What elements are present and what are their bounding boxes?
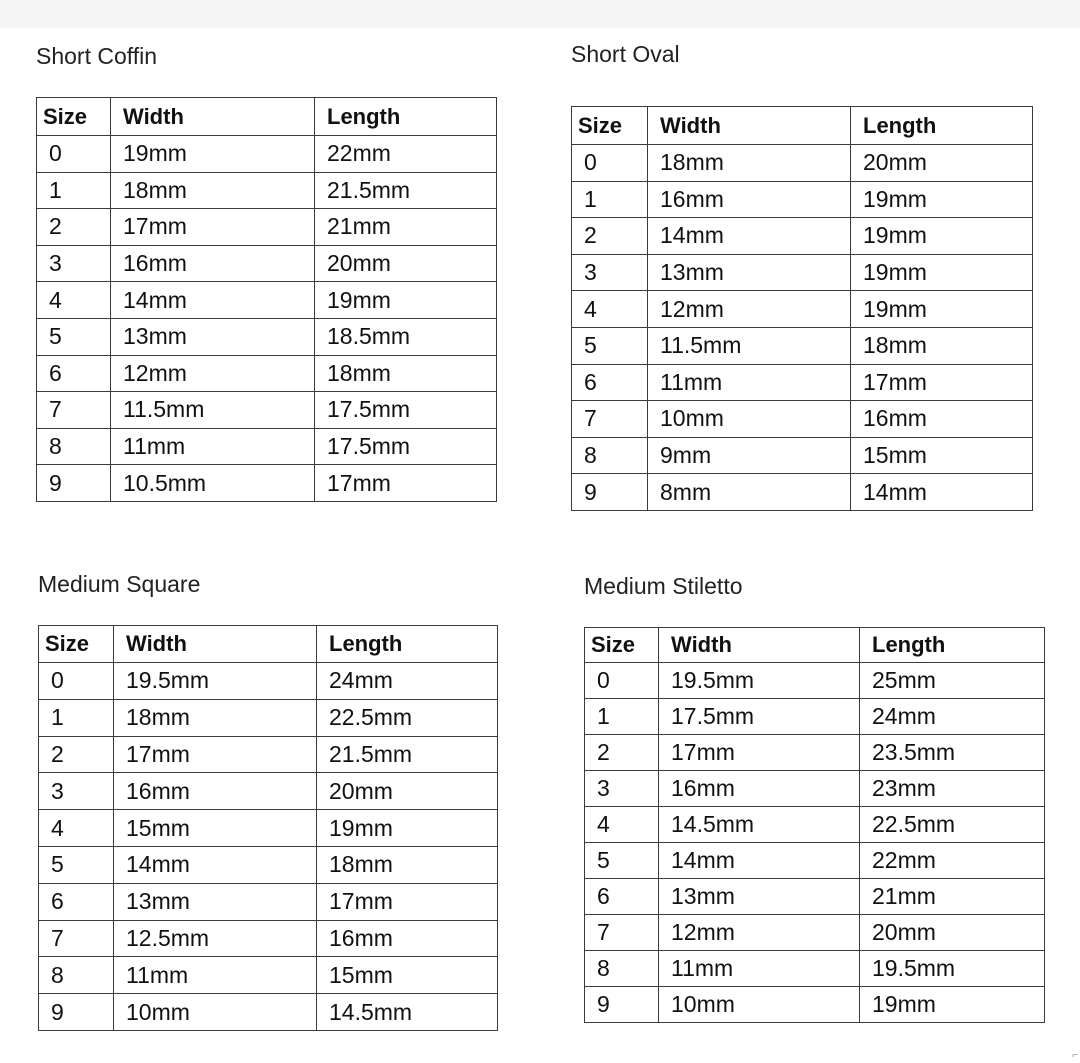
cell-width: 17.5mm [659, 699, 860, 735]
cell-length: 23mm [860, 771, 1045, 807]
cell-size: 5 [39, 846, 114, 883]
cell-length: 24mm [860, 699, 1045, 735]
cell-length: 17.5mm [315, 428, 497, 465]
cell-size: 3 [585, 771, 659, 807]
cell-size: 0 [572, 145, 648, 182]
cell-length: 18mm [315, 355, 497, 392]
cell-length: 23.5mm [860, 735, 1045, 771]
cell-width: 19.5mm [659, 663, 860, 699]
cell-width: 16mm [114, 773, 317, 810]
table-row [585, 735, 1045, 771]
table-row [572, 145, 1033, 182]
cell-size: 1 [572, 181, 648, 218]
corner-mark: ⌐ [1072, 1050, 1078, 1061]
cell-width: 9mm [648, 437, 851, 474]
table-row [39, 957, 498, 994]
table-row [37, 282, 497, 319]
cell-length: 18.5mm [315, 318, 497, 355]
header-row [39, 626, 498, 663]
cell-size: 7 [585, 915, 659, 951]
cell-size: 2 [572, 218, 648, 255]
cell-length: 22.5mm [317, 699, 498, 736]
cell-length: 14.5mm [317, 994, 498, 1031]
cell-length: 16mm [851, 401, 1033, 438]
cell-size: 8 [585, 951, 659, 987]
cell-width: 18mm [114, 699, 317, 736]
cell-size: 3 [572, 254, 648, 291]
cell-size: 5 [585, 843, 659, 879]
header-size: Size [585, 628, 659, 663]
cell-width: 14mm [659, 843, 860, 879]
table-row [572, 437, 1033, 474]
cell-size: 5 [37, 318, 111, 355]
cell-length: 15mm [317, 957, 498, 994]
cell-width: 16mm [648, 181, 851, 218]
medium-square-title: Medium Square [38, 571, 201, 597]
cell-width: 14mm [111, 282, 315, 319]
table-row [39, 699, 498, 736]
cell-length: 15mm [851, 437, 1033, 474]
cell-length: 21mm [315, 209, 497, 246]
cell-width: 16mm [659, 771, 860, 807]
table-row [585, 951, 1045, 987]
table-row [585, 807, 1045, 843]
cell-length: 19mm [317, 810, 498, 847]
cell-length: 20mm [315, 245, 497, 282]
cell-length: 20mm [851, 145, 1033, 182]
medium-square-table [38, 625, 498, 1031]
cell-size: 1 [37, 172, 111, 209]
header-row [585, 628, 1045, 663]
cell-width: 10mm [659, 987, 860, 1023]
cell-size: 4 [37, 282, 111, 319]
table-row [37, 465, 497, 502]
table-row [37, 172, 497, 209]
cell-width: 15mm [114, 810, 317, 847]
cell-size: 2 [585, 735, 659, 771]
cell-width: 14mm [114, 846, 317, 883]
table-row [39, 920, 498, 957]
table-row [39, 773, 498, 810]
table-row [585, 771, 1045, 807]
table-row [572, 364, 1033, 401]
cell-length: 17mm [317, 883, 498, 920]
short-coffin-table [36, 97, 497, 502]
header-length: Length [317, 626, 498, 663]
cell-width: 13mm [659, 879, 860, 915]
cell-length: 19.5mm [860, 951, 1045, 987]
cell-length: 22mm [315, 136, 497, 173]
table-row [39, 846, 498, 883]
table-row [37, 209, 497, 246]
cell-size: 5 [572, 327, 648, 364]
cell-length: 21.5mm [317, 736, 498, 773]
header-row [37, 98, 497, 136]
cell-size: 1 [39, 699, 114, 736]
cell-size: 7 [37, 392, 111, 429]
cell-size: 4 [585, 807, 659, 843]
cell-length: 14mm [851, 474, 1033, 511]
table-row [39, 883, 498, 920]
cell-width: 14mm [648, 218, 851, 255]
table-row [572, 401, 1033, 438]
cell-width: 18mm [648, 145, 851, 182]
cell-size: 8 [37, 428, 111, 465]
cell-length: 17mm [315, 465, 497, 502]
header-width: Width [648, 107, 851, 145]
header-size: Size [37, 98, 111, 136]
cell-size: 6 [585, 879, 659, 915]
cell-length: 18mm [851, 327, 1033, 364]
header-width: Width [111, 98, 315, 136]
cell-width: 12.5mm [114, 920, 317, 957]
header-size: Size [39, 626, 114, 663]
table-row [37, 318, 497, 355]
table-row [585, 879, 1045, 915]
cell-size: 2 [39, 736, 114, 773]
cell-size: 9 [585, 987, 659, 1023]
table-row [39, 994, 498, 1031]
cell-size: 7 [572, 401, 648, 438]
cell-width: 11mm [114, 957, 317, 994]
cell-size: 3 [37, 245, 111, 282]
cell-width: 19mm [111, 136, 315, 173]
cell-width: 17mm [111, 209, 315, 246]
cell-length: 21mm [860, 879, 1045, 915]
header-length: Length [851, 107, 1033, 145]
medium-stiletto-title: Medium Stiletto [584, 573, 743, 599]
table-row [585, 699, 1045, 735]
cell-size: 6 [572, 364, 648, 401]
table-row [572, 327, 1033, 364]
cell-width: 16mm [111, 245, 315, 282]
cell-width: 12mm [648, 291, 851, 328]
cell-size: 4 [39, 810, 114, 847]
header-size: Size [572, 107, 648, 145]
cell-width: 13mm [648, 254, 851, 291]
cell-size: 7 [39, 920, 114, 957]
cell-width: 18mm [111, 172, 315, 209]
cell-length: 19mm [851, 218, 1033, 255]
cell-size: 9 [572, 474, 648, 511]
top-band [0, 0, 1080, 28]
table-row [37, 136, 497, 173]
short-oval-title: Short Oval [571, 41, 680, 67]
cell-size: 0 [39, 663, 114, 700]
cell-width: 10mm [114, 994, 317, 1031]
table-row [37, 355, 497, 392]
table-row [37, 392, 497, 429]
table-row [572, 291, 1033, 328]
table-row [572, 181, 1033, 218]
header-width: Width [114, 626, 317, 663]
short-oval-table [571, 106, 1033, 511]
table-row [39, 663, 498, 700]
cell-width: 11mm [111, 428, 315, 465]
table-row [585, 843, 1045, 879]
table-row [585, 663, 1045, 699]
cell-size: 9 [39, 994, 114, 1031]
table-row [572, 254, 1033, 291]
cell-width: 10.5mm [111, 465, 315, 502]
cell-size: 4 [572, 291, 648, 328]
cell-width: 12mm [659, 915, 860, 951]
cell-length: 17.5mm [315, 392, 497, 429]
cell-length: 19mm [315, 282, 497, 319]
table-row [585, 987, 1045, 1023]
table-row [572, 218, 1033, 255]
cell-width: 11.5mm [648, 327, 851, 364]
table-row [585, 915, 1045, 951]
cell-size: 2 [37, 209, 111, 246]
cell-size: 8 [39, 957, 114, 994]
cell-length: 25mm [860, 663, 1045, 699]
cell-length: 19mm [860, 987, 1045, 1023]
cell-width: 11mm [648, 364, 851, 401]
cell-size: 9 [37, 465, 111, 502]
cell-width: 8mm [648, 474, 851, 511]
table-row [39, 810, 498, 847]
cell-length: 19mm [851, 291, 1033, 328]
cell-width: 13mm [111, 318, 315, 355]
cell-size: 6 [39, 883, 114, 920]
cell-width: 12mm [111, 355, 315, 392]
cell-size: 8 [572, 437, 648, 474]
cell-length: 19mm [851, 181, 1033, 218]
header-row [572, 107, 1033, 145]
cell-width: 19.5mm [114, 663, 317, 700]
cell-length: 20mm [860, 915, 1045, 951]
cell-length: 18mm [317, 846, 498, 883]
cell-length: 22mm [860, 843, 1045, 879]
header-length: Length [315, 98, 497, 136]
cell-length: 22.5mm [860, 807, 1045, 843]
cell-length: 19mm [851, 254, 1033, 291]
cell-width: 11mm [659, 951, 860, 987]
cell-size: 0 [585, 663, 659, 699]
cell-size: 3 [39, 773, 114, 810]
table-row [37, 428, 497, 465]
cell-width: 17mm [114, 736, 317, 773]
cell-length: 16mm [317, 920, 498, 957]
cell-length: 20mm [317, 773, 498, 810]
cell-width: 13mm [114, 883, 317, 920]
table-row [39, 736, 498, 773]
cell-length: 21.5mm [315, 172, 497, 209]
table-row [572, 474, 1033, 511]
cell-size: 6 [37, 355, 111, 392]
medium-stiletto-table [584, 627, 1045, 1023]
header-length: Length [860, 628, 1045, 663]
cell-width: 14.5mm [659, 807, 860, 843]
cell-size: 1 [585, 699, 659, 735]
short-coffin-title: Short Coffin [36, 43, 158, 69]
cell-width: 11.5mm [111, 392, 315, 429]
header-width: Width [659, 628, 860, 663]
cell-size: 0 [37, 136, 111, 173]
cell-width: 10mm [648, 401, 851, 438]
cell-width: 17mm [659, 735, 860, 771]
cell-length: 24mm [317, 663, 498, 700]
cell-length: 17mm [851, 364, 1033, 401]
table-row [37, 245, 497, 282]
